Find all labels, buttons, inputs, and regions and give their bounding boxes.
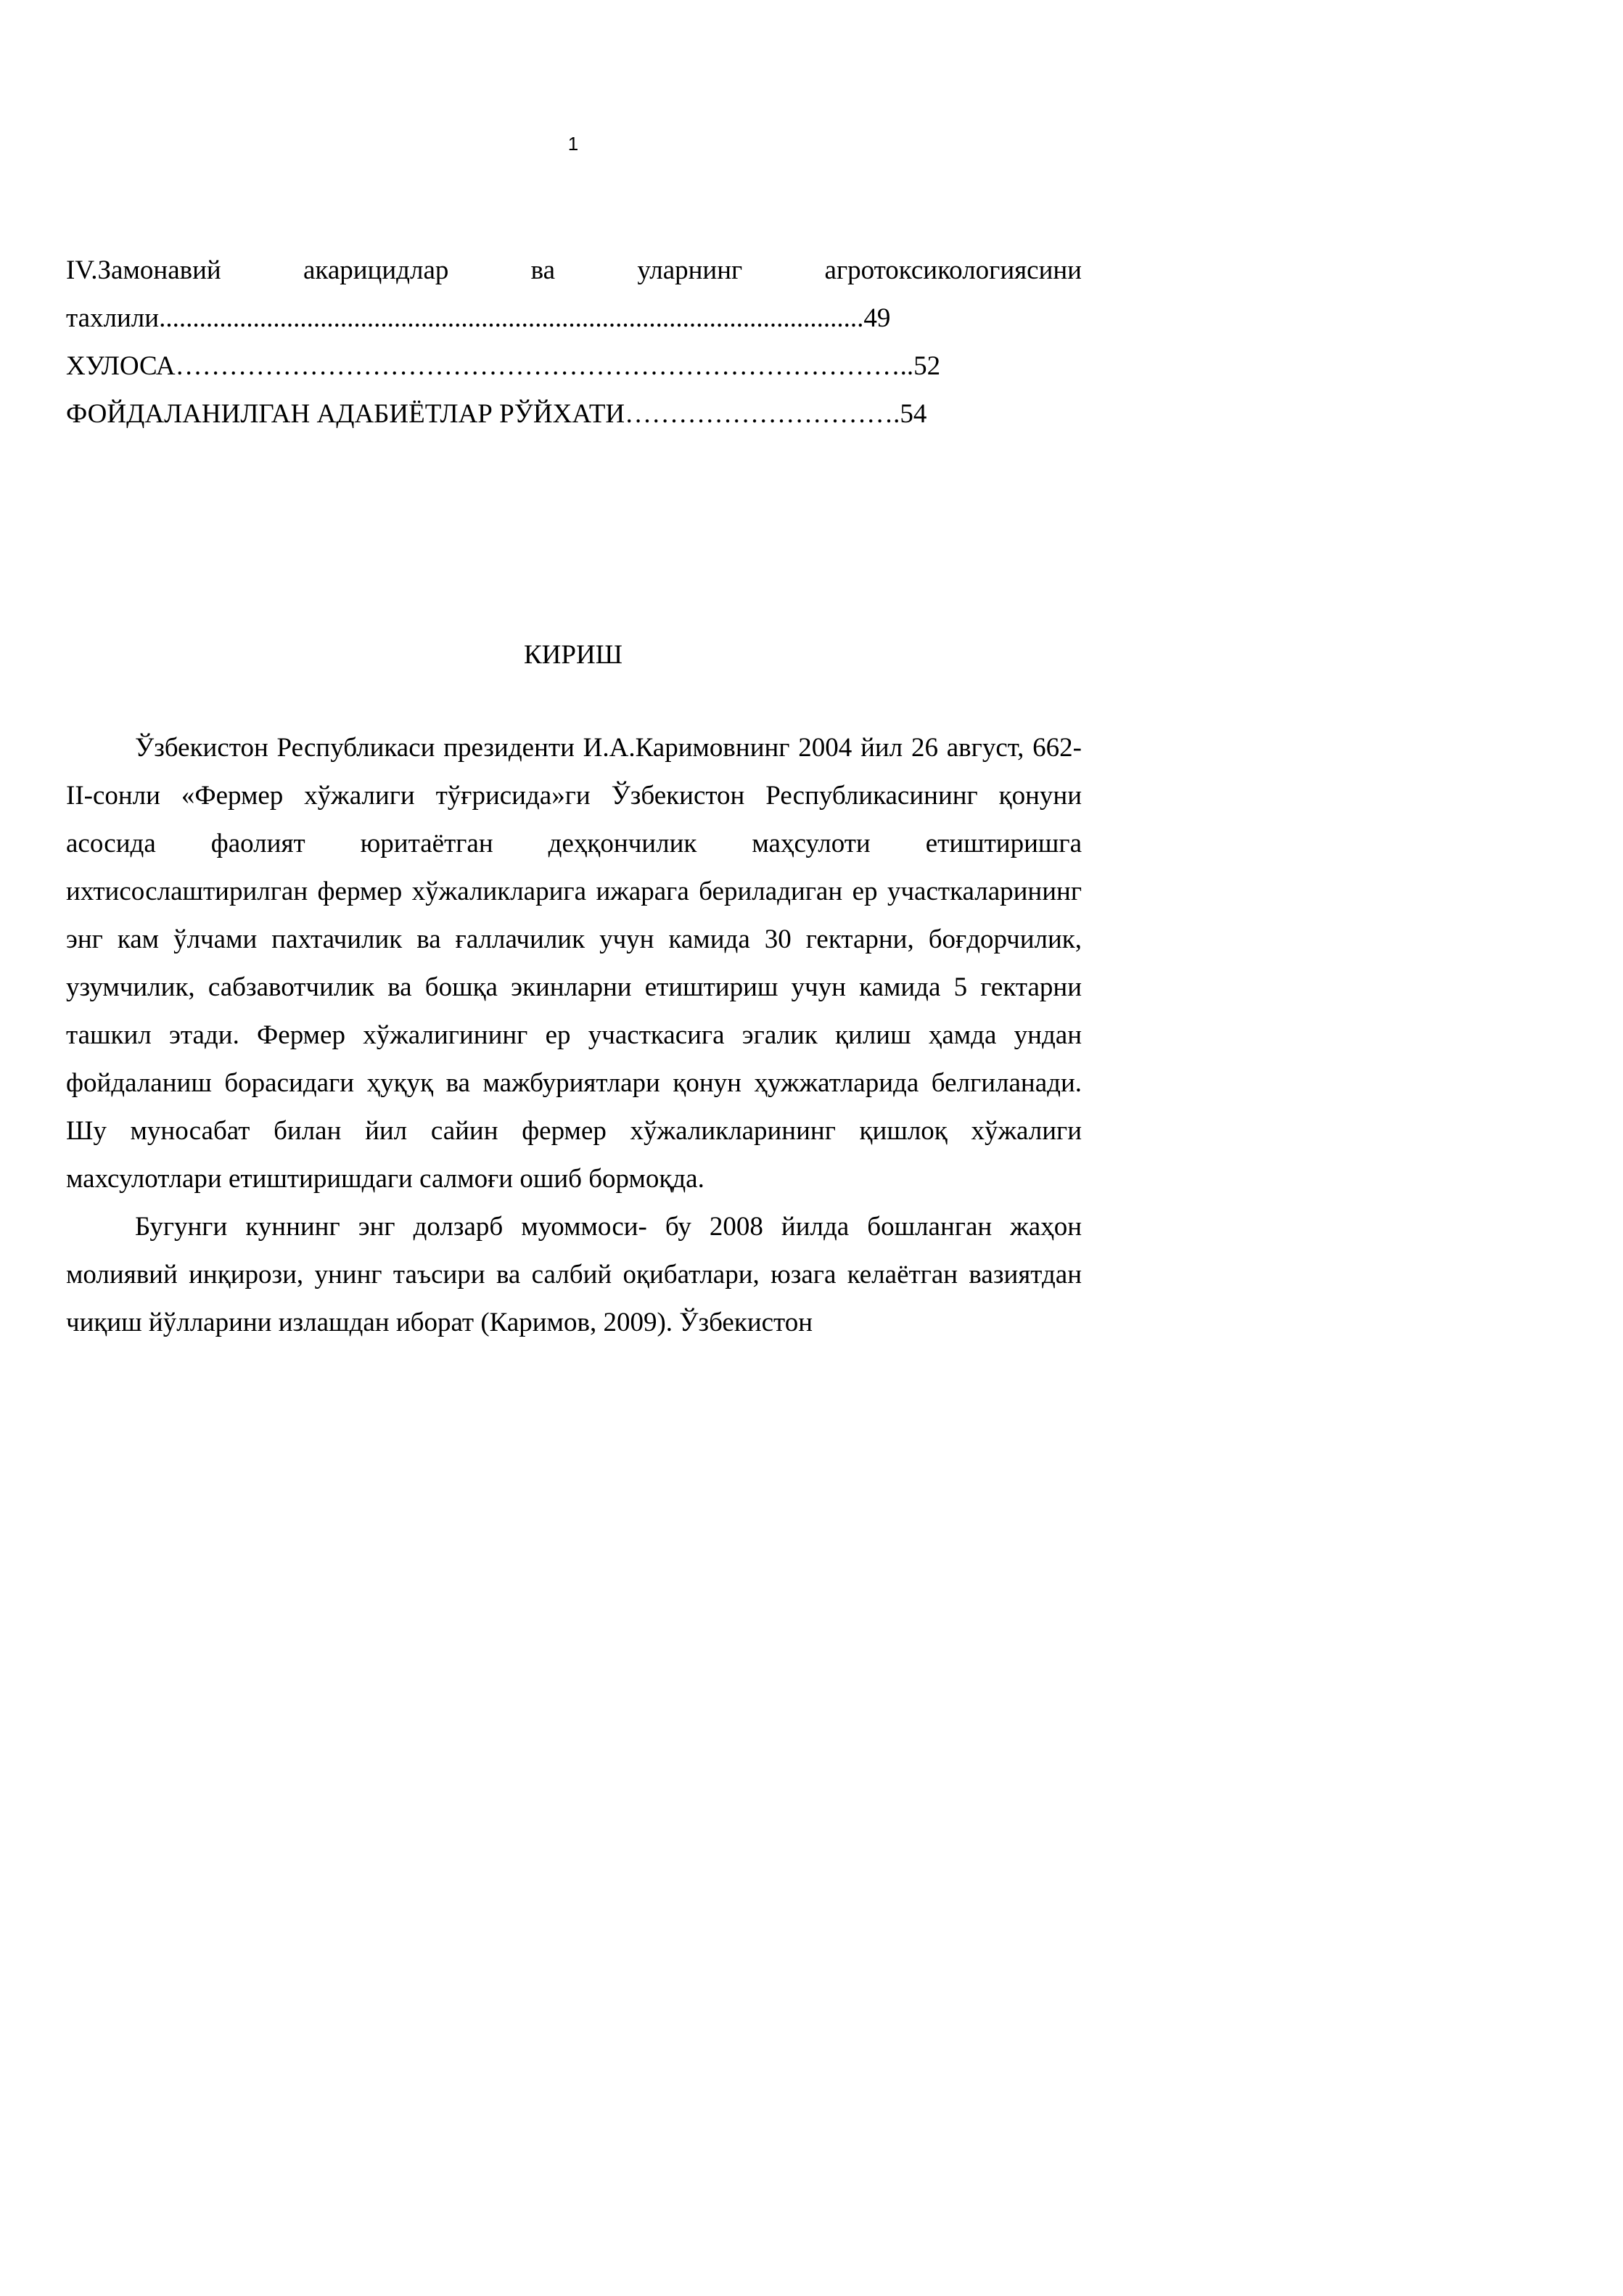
toc-word: IV.Замонавий [66,255,221,285]
page-number: 1 [567,133,579,155]
toc-item-iv-line1 [66,247,1082,295]
toc-item-iv-line2: тахлили.........................................................................................................49 [66,303,891,333]
toc-word: уларнинг [637,255,743,285]
table-of-contents [66,247,1082,438]
toc-word: акарицидлар [303,255,449,285]
toc-item-conclusion: ХУЛОСА………………………………………………………………………..52 [66,351,941,381]
toc-word: ва [530,255,556,285]
section-heading: КИРИШ [523,640,623,670]
paragraph: Ўзбекистон Республикаси президенти И.А.Каримовнинг 2004 йил 26 август, 662-II-сонли «Фермер хўжалиги тўғрисида»ги Ўзбекистон Республикасининг қонуни асосида фаолият юритаётган деҳқончилик маҳсулоти етиштиришга ихтисослаштирилган фермер хўжаликларига ижарага бериладиган ер участкаларининг энг кам ўлчами пахтачилик ва ғаллачилик учун камида 30 гектарни, боғдорчилик, узумчилик, сабзавотчилик ва бошқа экинларни етиштириш учун камида 5 гектарни ташкил этади. Фермер хўжалигининг ер участкасига эгалик қилиш ҳамда ундан фойдаланиш борасидаги ҳуқуқ ва мажбуриятлари қонун ҳужжатларида белгиланади. Шу муносабат билан йил сайин фермер хўжаликларининг қишлоқ хўжалиги махсулотлари етиштиришдаги салмоғи ошиб бормоқда. [66,733,1082,1194]
body-text [66,724,1082,1347]
toc-item-references: ФОЙДАЛАНИЛГАН АДАБИЁТЛАР РЎЙХАТИ………………………….54 [66,399,927,429]
paragraph: Бугунги куннинг энг долзарб муоммоси- бу 2008 йилда бошланган жаҳон молиявий инқирози, унинг таъсири ва салбий оқибатлари, юзага келаётган вазиятдан чиқиш йўлларини излашдан иборат (Каримов, 2009). Ўзбекистон [66,1212,1082,1337]
toc-word: агротоксикологиясини [824,255,1082,285]
